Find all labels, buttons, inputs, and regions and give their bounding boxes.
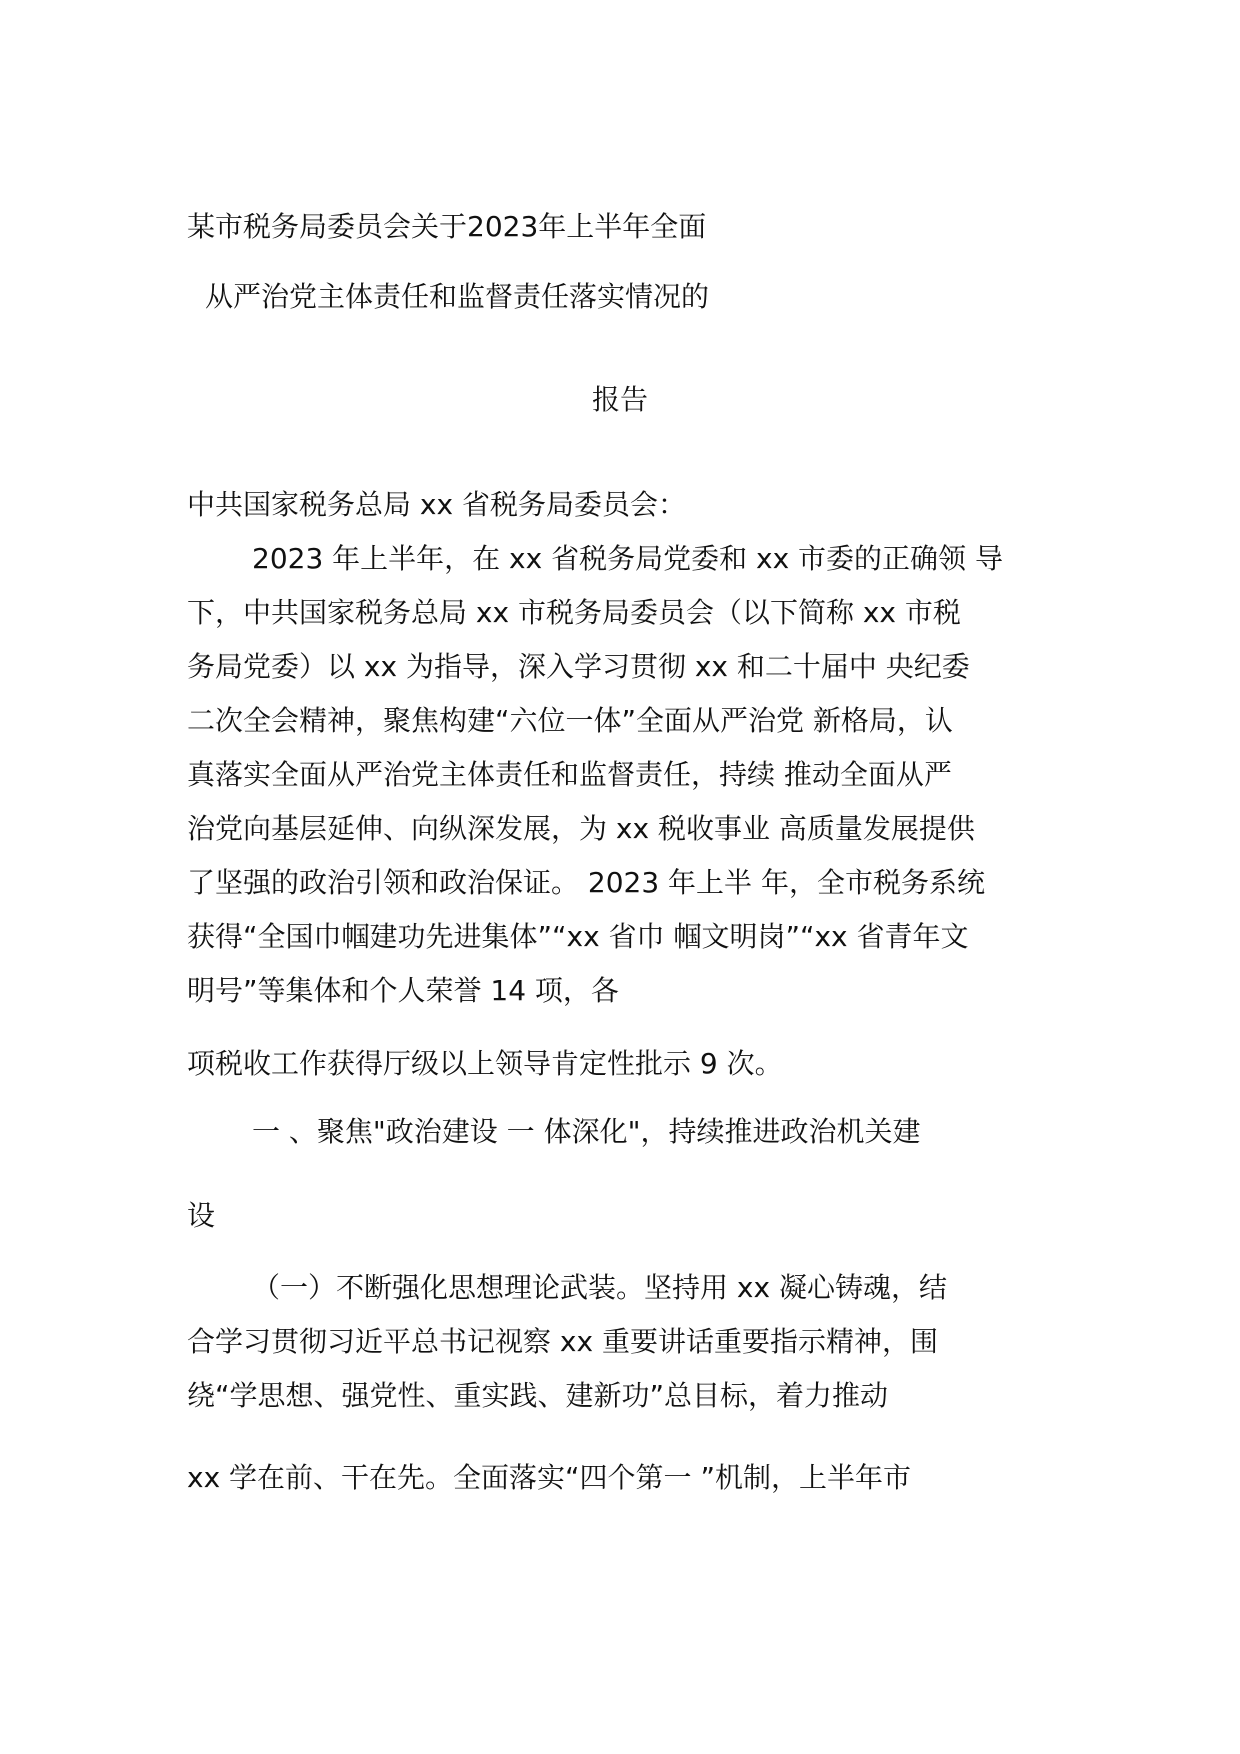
body-line-9: 明号”等集体和个人荣誉 14 项，各 <box>187 974 619 1007</box>
section-heading-1: 一 、聚焦"政治建设 一 体深化"，持续推进政治机关建 <box>252 1115 921 1148</box>
body-line-14: xx 学在前、干在先。全面落实“四个第一 ”机制，上半年市 <box>187 1461 911 1494</box>
body-line-7: 了坚强的政治引领和政治保证。 2023 年上半 年，全市税务系统 <box>187 866 985 899</box>
section-heading-1-continued: 设 <box>187 1199 216 1232</box>
body-line-2: 下，中共国家税务总局 xx 市税务局委员会（以下简称 xx 市税 <box>187 596 961 629</box>
body-line-12: 合学习贯彻习近平总书记视察 xx 重要讲话重要指示精神，围 <box>187 1325 938 1358</box>
body-line-11: （一）不断强化思想理论武装。坚持用 xx 凝心铸魂，结 <box>252 1271 947 1304</box>
body-line-8: 获得“全国巾帼建功先进集体”“xx 省巾 帼文明岗”“xx 省青年文 <box>187 920 969 953</box>
body-line-6: 治党向基层延伸、向纵深发展，为 xx 税收事业 高质量发展提供 <box>187 812 975 845</box>
salutation: 中共国家税务总局 xx 省税务局委员会： <box>187 488 686 521</box>
body-line-5: 真落实全面从严治党主体责任和监督责任，持续 推动全面从严 <box>187 758 952 791</box>
body-line-4: 二次全会精神，聚焦构建“六位一体”全面从严治党 新格局，认 <box>187 704 953 737</box>
document-title-line-2: 从严治党主体责任和监督责任落实情况的 <box>205 280 710 313</box>
body-line-1: 2023 年上半年，在 xx 省税务局党委和 xx 市委的正确领 导 <box>252 542 1003 575</box>
document-title-line-1: 某市税务局委员会关于2023年上半年全面 <box>187 210 707 243</box>
body-line-10: 项税收工作获得厅级以上领导肯定性批示 9 次。 <box>187 1047 783 1080</box>
document-title-line-3: 报告 <box>591 383 648 416</box>
body-line-3: 务局党委）以 xx 为指导，深入学习贯彻 xx 和二十届中 央纪委 <box>187 650 970 683</box>
body-line-13: 绕“学思想、强党性、重实践、建新功”总目标，着力推动 <box>187 1379 889 1412</box>
